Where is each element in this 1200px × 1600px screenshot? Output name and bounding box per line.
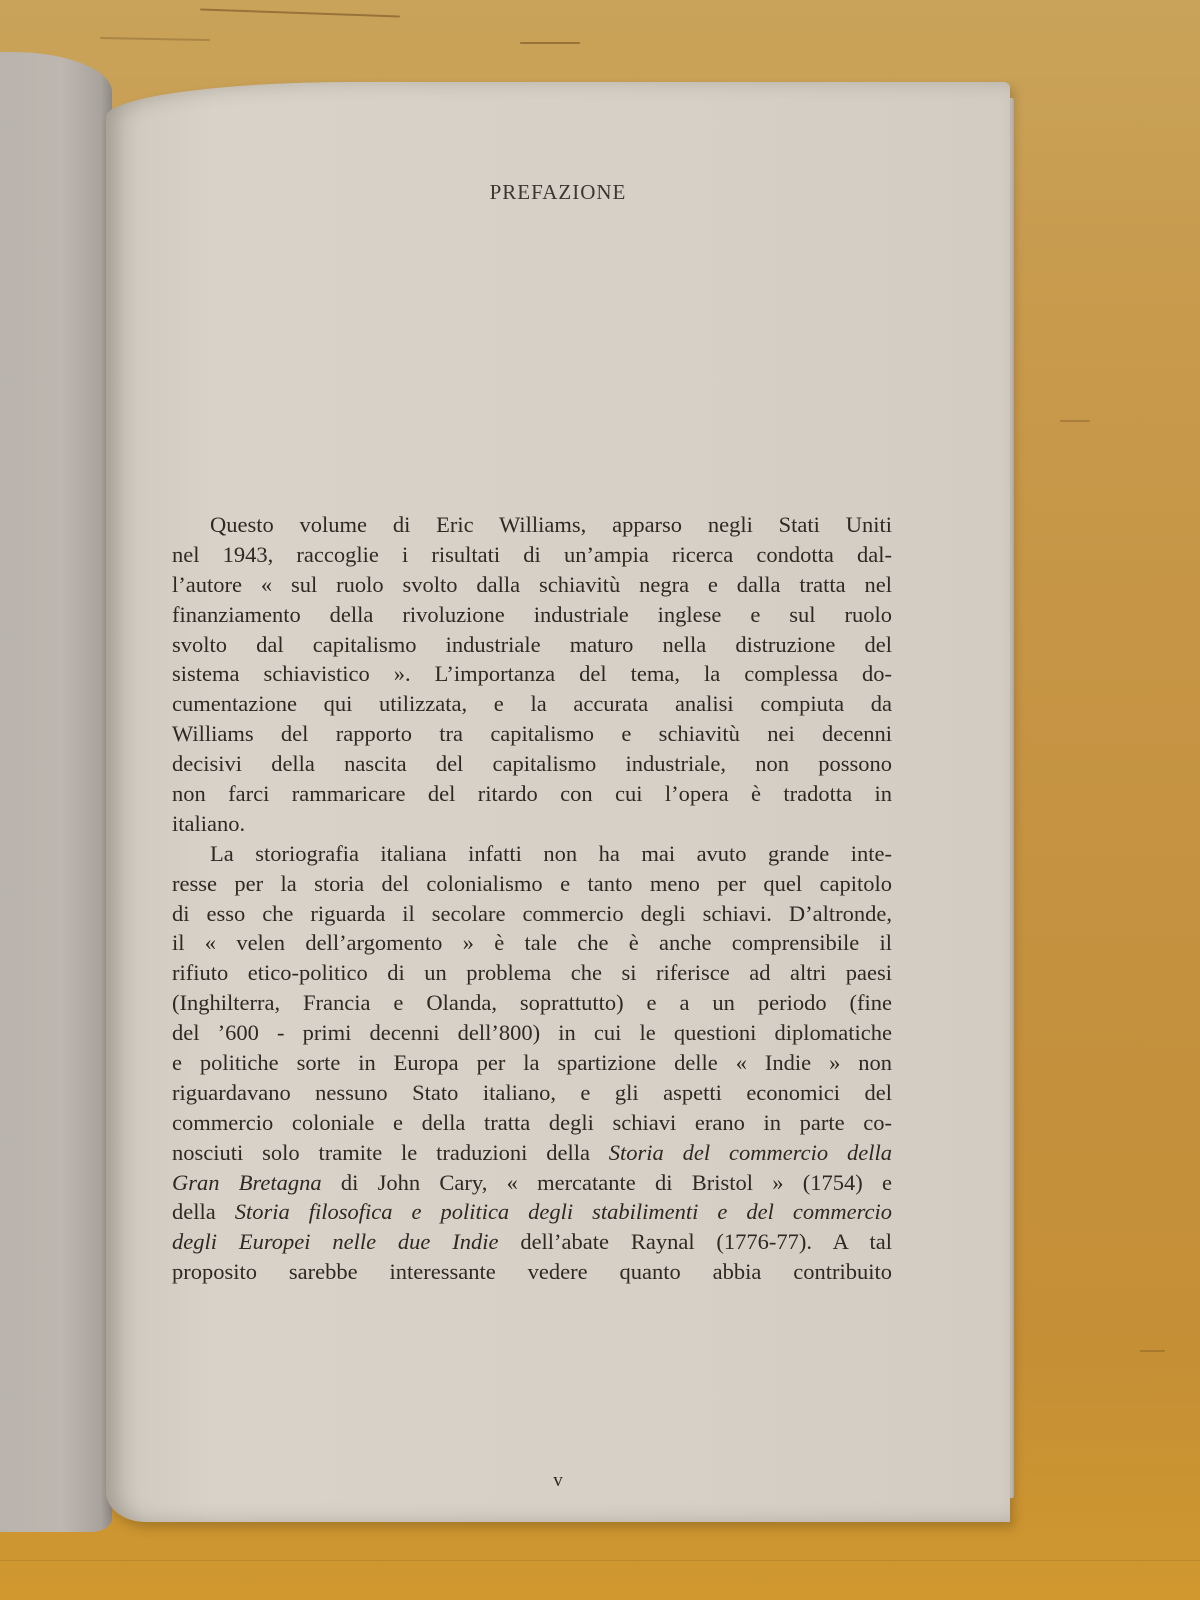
text-line: riguardavano nessuno Stato italiano, e gli aspetti economici del [172, 1079, 892, 1105]
text-line: commercio coloniale e della tratta degli schiavi erano in parte co- [172, 1109, 892, 1135]
text-line: cumentazione qui utilizzata, e la accurata analisi compiuta da [172, 691, 892, 717]
text-line: di esso che riguarda il secolare commercio degli schiavi. D’altronde, [172, 900, 892, 926]
text-line: Williams del rapporto tra capitalismo e schiavitù nei decenni [172, 721, 892, 747]
text-line: il « velen dell’argomento » è tale che è anche comprensibile il [172, 930, 892, 956]
text-run: dell’abate Raynal (1776-77). A tal [498, 1229, 892, 1255]
wood-grain [0, 1560, 1200, 1561]
text-line: sistema schiavistico ». L’importanza del tema, la complessa do- [172, 661, 892, 687]
text-line: resse per la storia del colonialismo e tanto meno per quel capitolo [172, 870, 892, 896]
text-line-with-title [172, 1138, 892, 1168]
wood-grain [1140, 1350, 1165, 1352]
text-line: La storiografia italiana infatti non ha mai avuto grande inte- [210, 840, 892, 866]
text-line-with-title [172, 1197, 892, 1227]
text-line: decisivi della nascita del capitalismo industriale, non possono [172, 751, 892, 777]
body-text [172, 510, 892, 1287]
text-line: Questo volume di Eric Williams, apparso negli Stati Uniti [210, 512, 892, 537]
facing-page-left [0, 52, 112, 1532]
text-line: e politiche sorte in Europa per la spartizione delle « Indie » non [172, 1050, 892, 1076]
text-line: l’autore « sul ruolo svolto dalla schiavitù negra e dalla tratta nel [172, 571, 892, 597]
italic-book-title: Storia filosofica e politica degli stabilimenti e del commercio [234, 1199, 892, 1225]
text-run: della [172, 1199, 235, 1225]
text-line: italiano. [172, 810, 246, 836]
italic-book-title: Storia del commercio della [608, 1139, 892, 1165]
book-page [106, 82, 1010, 1522]
text-run: di John Cary, « mercatante di Bristol » (1754) e [321, 1169, 892, 1195]
text-line: (Inghilterra, Francia e Olanda, soprattutto) e a un periodo (fine [172, 990, 892, 1016]
text-line: non farci rammaricare del ritardo con cui l’opera è tradotta in [172, 781, 892, 807]
page-number: v [553, 1470, 563, 1491]
wood-grain [200, 9, 400, 18]
wood-grain [520, 42, 580, 44]
wood-grain [100, 37, 210, 41]
text-line: del ’600 - primi decenni dell’800) in cui le questioni diplomatiche [172, 1020, 892, 1046]
text-line-with-title [172, 1168, 892, 1198]
text-line: rifiuto etico-politico di un problema che si riferisce ad altri paesi [172, 960, 892, 986]
text-line: proposito sarebbe interessante vedere quanto abbia contribuito [172, 1259, 892, 1285]
text-run: nosciuti solo tramite le traduzioni della [172, 1139, 609, 1165]
italic-book-title: degli Europei nelle due Indie [172, 1229, 499, 1255]
wood-grain [1060, 420, 1090, 422]
text-line-with-title [172, 1227, 892, 1257]
text-line: finanziamento della rivoluzione industriale inglese e sul ruolo [172, 601, 892, 627]
text-line: svolto dal capitalismo industriale maturo nella distruzione del [172, 631, 892, 657]
text-line: nel 1943, raccoglie i risultati di un’ampia ricerca condotta dal- [172, 541, 892, 567]
running-head: PREFAZIONE [489, 180, 627, 204]
italic-book-title: Gran Bretagna [172, 1169, 322, 1195]
